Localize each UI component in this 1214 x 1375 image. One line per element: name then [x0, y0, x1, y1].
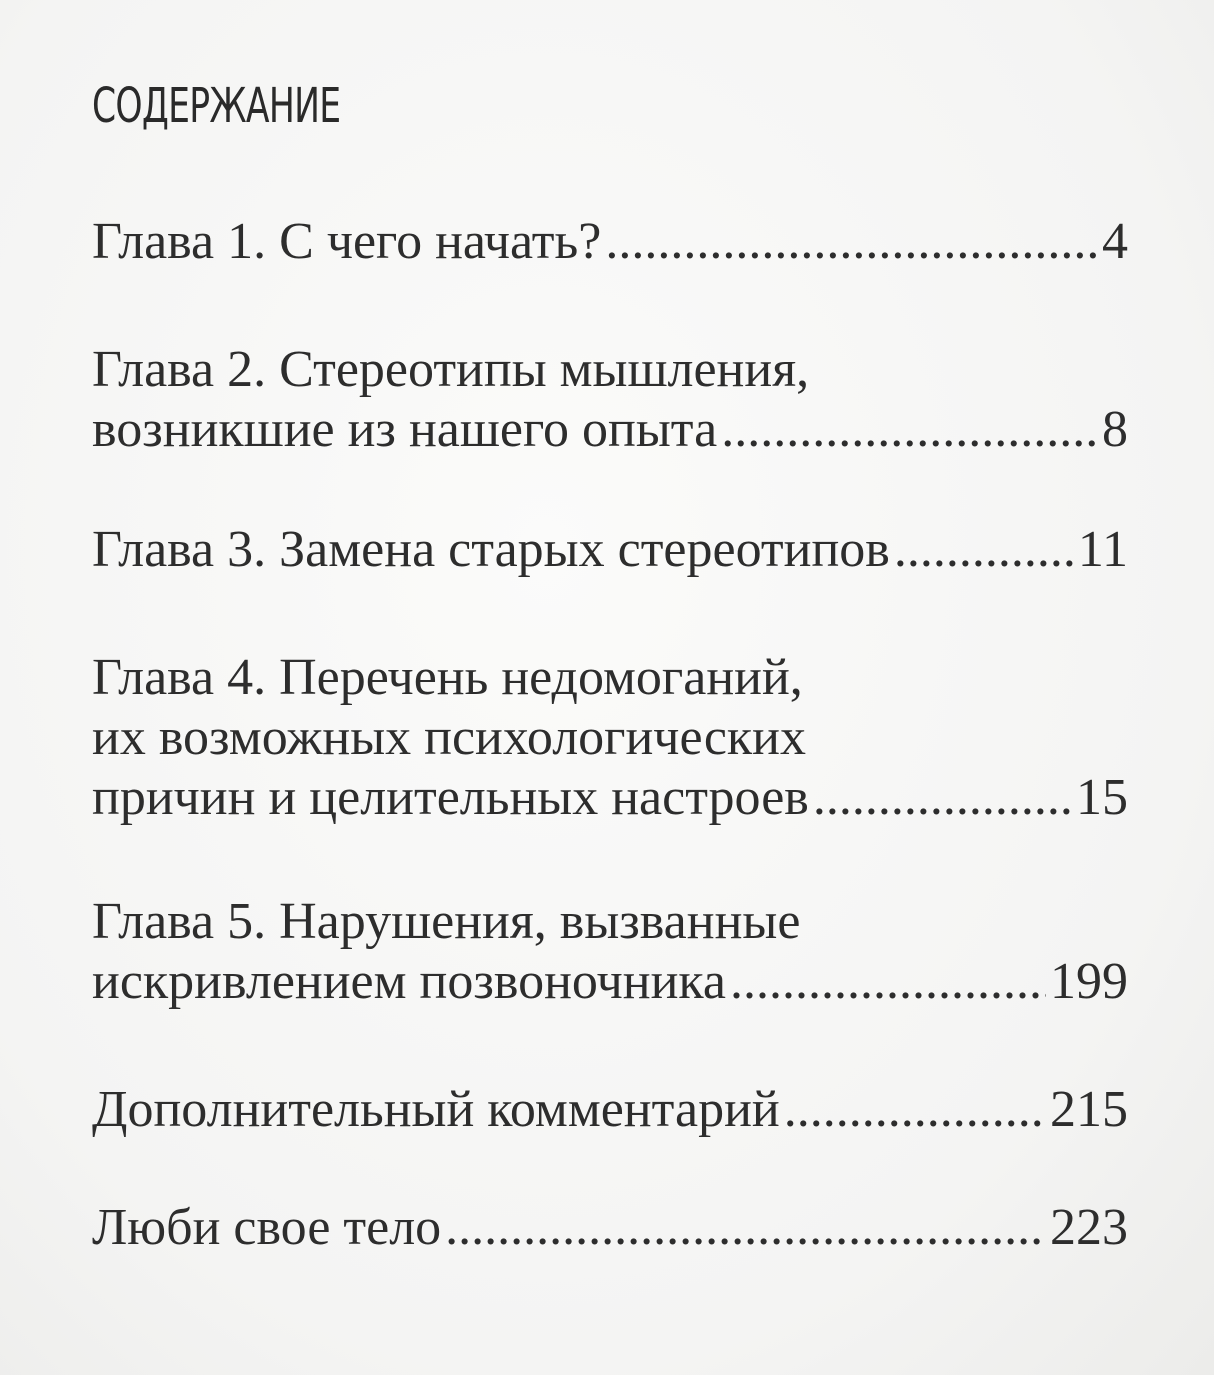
toc-entry-chapter-1 [92, 212, 1128, 272]
toc-entry-line [92, 648, 1128, 708]
toc-entry-chapter-4 [92, 648, 1128, 828]
toc-entry-chapter-3 [92, 520, 1128, 580]
toc-entry-chapter-5 [92, 892, 1128, 1012]
toc-page-number: 215 [1050, 1081, 1128, 1138]
toc-entry-line [92, 708, 1128, 768]
toc-entry-line [92, 212, 1128, 272]
toc-page-number: 8 [1102, 401, 1128, 458]
toc-entry-line [92, 768, 1128, 828]
toc-entry-title: возникшие из нашего опыта [92, 401, 718, 458]
toc-entry-line [92, 520, 1128, 580]
toc-page-number: 223 [1050, 1199, 1128, 1256]
toc-entry-title: Глава 4. Перечень недомоганий, [92, 649, 803, 706]
toc-entry-line [92, 952, 1128, 1012]
toc-entry-love-your-body [92, 1198, 1128, 1258]
toc-page-number: 199 [1050, 953, 1128, 1010]
toc-entry-line [92, 892, 1128, 952]
toc-page-number: 15 [1076, 769, 1128, 826]
toc-page-number: 11 [1077, 521, 1128, 578]
toc-entry-title: Глава 5. Нарушения, вызванные [92, 893, 801, 950]
dot-leader [894, 520, 1074, 580]
toc-entry-title: причин и целительных настроев [92, 769, 809, 826]
toc-entry-chapter-2 [92, 340, 1128, 460]
dot-leader [784, 1080, 1046, 1140]
dot-leader [730, 952, 1046, 1012]
toc-entry-line [92, 1198, 1128, 1258]
toc-entry-title: Глава 3. Замена старых стереотипов [92, 521, 890, 578]
dot-leader [721, 400, 1098, 460]
toc-entry-title: Глава 1. С чего начать? [92, 213, 602, 270]
dot-leader [445, 1198, 1046, 1258]
toc-entry-commentary [92, 1080, 1128, 1140]
toc-entry-title: Дополнительный комментарий [92, 1081, 780, 1138]
toc-entry-line [92, 400, 1128, 460]
dot-leader [605, 212, 1098, 272]
toc-heading: СОДЕРЖАНИЕ [92, 78, 341, 134]
toc-entry-line [92, 340, 1128, 400]
dot-leader [813, 768, 1072, 828]
toc-entry-line [92, 1080, 1128, 1140]
toc-entry-title: Глава 2. Стереотипы мышления, [92, 341, 810, 398]
toc-entry-title: их возможных психологических [92, 709, 807, 766]
toc-entry-title: Люби свое тело [92, 1199, 442, 1256]
toc-page-number: 4 [1102, 213, 1128, 270]
toc-entry-title: искривлением позвоночника [92, 953, 726, 1010]
